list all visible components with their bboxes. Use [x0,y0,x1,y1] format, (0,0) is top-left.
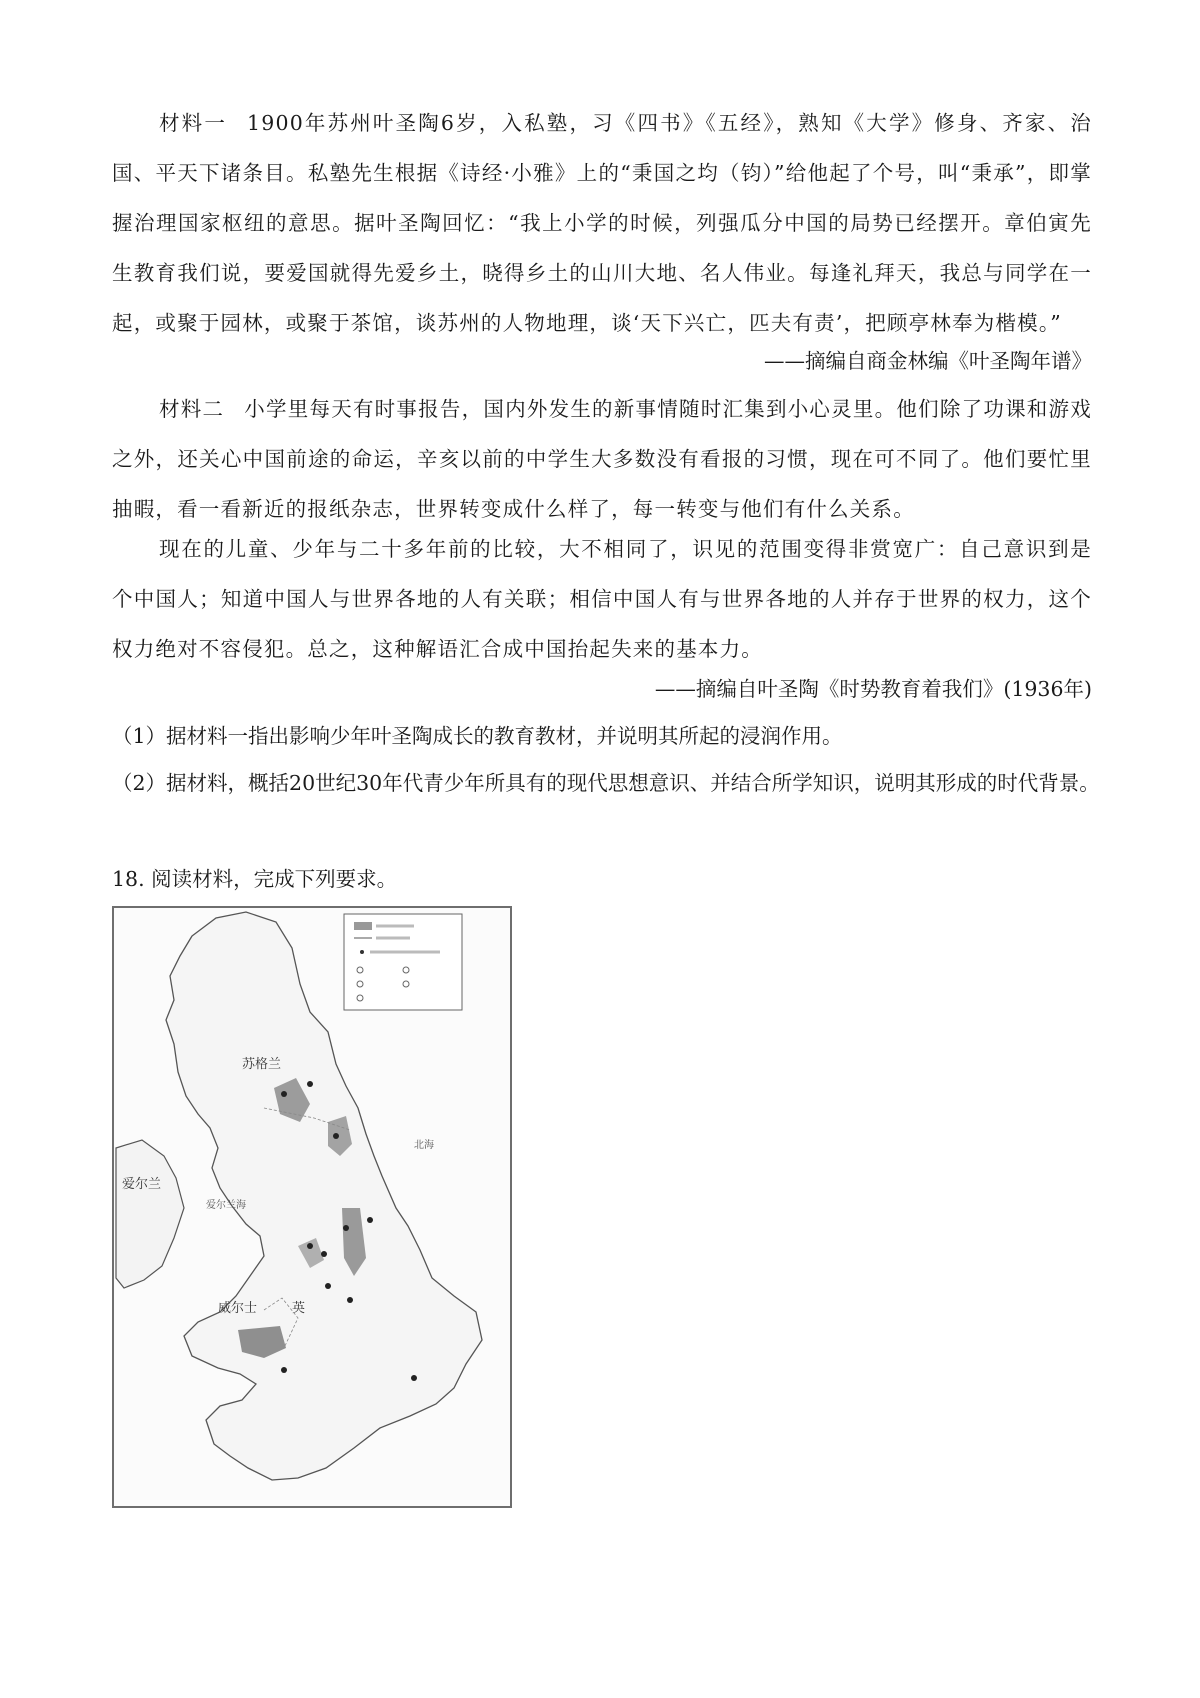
city-dot [281,1367,287,1373]
city-dot [307,1243,313,1249]
question-1: （1）据材料一指出影响少年叶圣陶成长的教育教材，并说明其所起的浸润作用。 [112,724,843,748]
map-label-wales: 威尔士 [218,1300,258,1315]
map-label-north-sea: 北海 [414,1140,434,1151]
ireland-shape [116,1140,184,1288]
city-dot [343,1225,349,1231]
city-dot [307,1081,313,1087]
city-dot [321,1251,327,1257]
legend-city-dot [360,950,364,954]
material-2-text: 小学里每天有时事报告，国内外发生的新事情随时汇集到小心灵里。他们除了功课和游戏之外，还关心中国前途的命运，辛亥以前的中学生大多数没有看报的习惯，现在可不同了。他们要忙里抽暇，看一看新近的报纸杂志，世界转变成什么样了，每一转变与他们有什么关系。 [112,397,1092,521]
question-2: （2）据材料，概括20世纪30年代青少年所具有的现代思想意识、并结合所学知识，说明其形成的时代背景。 [112,771,1100,795]
city-dot [281,1091,287,1097]
item-18-heading: 18. 阅读材料，完成下列要求。 [112,867,398,891]
material-1-source: ——摘编自商金林编《叶圣陶年谱》 [764,349,1092,373]
material-2-paragraph-2: 现在的儿童、少年与二十多年前的比较，大不相同了，识见的范围变得非赏宽广：自己意识到是个中国人；知道中国人与世界各地的人有关联；相信中国人有与世界各地的人并存于世界的权力，这个权力绝对不容侵犯。总之，这种解语汇合成中国抬起失来的基本力。 [112,537,1092,661]
legend-swatch-1 [354,922,372,930]
material-2-label: 材料二 [159,397,225,421]
map-label-scotland: 苏格兰 [242,1056,282,1071]
material-1-label: 材料一 [159,111,227,135]
city-dot [347,1297,353,1303]
map-label-irish-sea: 爱尔兰海 [206,1200,246,1211]
city-dot [333,1133,339,1139]
map-label-ireland: 爱尔兰 [122,1176,162,1191]
city-dot [325,1283,331,1289]
britain-map [112,906,512,1508]
material-1-paragraph [112,98,1092,348]
map-drawing [114,908,510,1506]
city-dot [367,1217,373,1223]
map-label-england: 英 [292,1300,306,1315]
city-dot [411,1375,417,1381]
material-2-source: ——摘编自叶圣陶《时势教育着我们》(1936年) [654,677,1092,701]
material-2-paragraph [112,384,1092,534]
material-1-text: 1900年苏州叶圣陶6岁，入私塾，习《四书》《五经》，熟知《大学》修身、齐家、治国、平天下诸条目。私塾先生根据《诗经·小雅》上的“秉国之均（钧）”给他起了个号，叫“秉承”，即掌握治理国家枢纽的意思。据叶圣陶回忆：“我上小学的时候，列强瓜分中国的局势已经摆开。章伯寅先生教育我们说，要爱国就得先爱乡土，晓得乡土的山川大地、名人伟业。每逢礼拜天，我总与同学在一起，或聚于园林，或聚于茶馆，谈苏州的人物地理，谈‘天下兴亡，匹夫有责’，把顾亭林奉为楷模。” [112,111,1092,335]
